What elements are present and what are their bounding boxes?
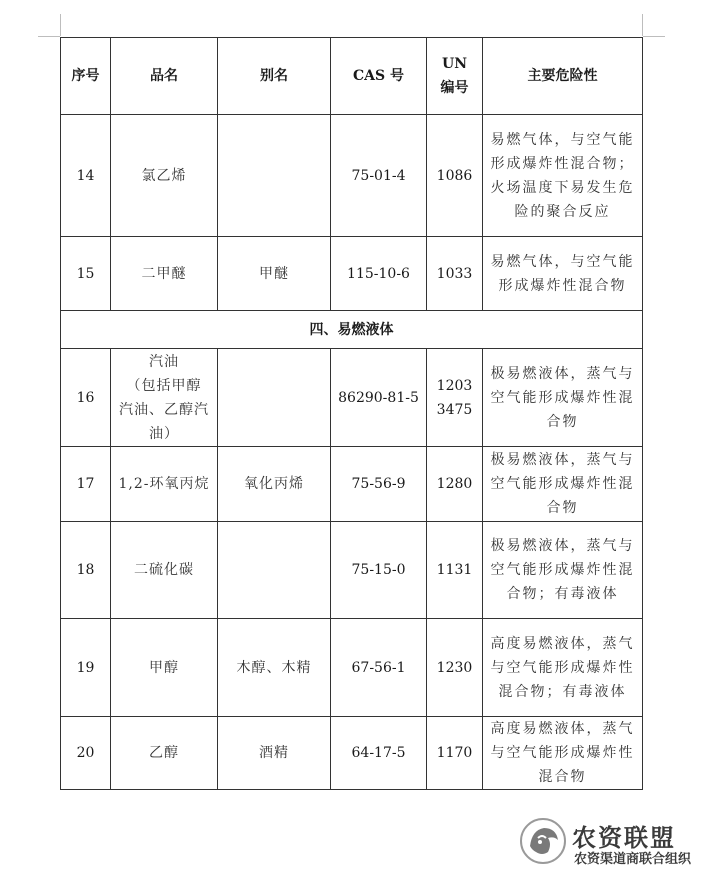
table-row: [61, 237, 643, 311]
hazard-line: 火场温度下易发生危: [490, 179, 635, 196]
cell-un-number: [427, 349, 483, 447]
hazard-line: 空气能形成爆炸性混: [490, 389, 635, 406]
cell-main-hazard: [483, 717, 643, 790]
header-product-name: 品名: [111, 38, 218, 115]
cell-main-hazard: [483, 349, 643, 447]
header-serial-no: 序号: [61, 38, 111, 115]
hazard-line: 险的聚合反应: [514, 203, 611, 220]
hazard-line: 空气能形成爆炸性混: [490, 476, 635, 492]
cell-product-name: 1,2-环氧丙烷: [111, 447, 218, 522]
cell-product-name: 二硫化碳: [111, 522, 218, 619]
table-header-row: [61, 38, 643, 115]
crop-mark-top-right-vertical: [642, 14, 643, 36]
cell-un-number: 1086: [427, 115, 483, 237]
hazard-line: 与空气能形成爆炸性: [490, 659, 635, 676]
cell-cas-no: 115-10-6: [331, 237, 427, 311]
hazard-line: 高度易燃液体，蒸气: [490, 721, 635, 737]
cell-product-name: 甲醇: [111, 619, 218, 717]
cell-main-hazard: [483, 522, 643, 619]
hazard-line: 合物: [546, 500, 579, 516]
hazard-line: 极易燃液体，蒸气与: [490, 365, 635, 382]
watermark-title: 农资联盟: [572, 824, 676, 852]
hazard-line: 易燃气体，与空气能: [490, 131, 635, 148]
table-row: [61, 619, 643, 717]
cell-alias: 木醇、木精: [218, 619, 331, 717]
header-alias: 别名: [218, 38, 331, 115]
cell-alias: 酒精: [218, 717, 331, 790]
hazard-line: 空气能形成爆炸性混: [490, 562, 635, 578]
un-number-line: 3475: [436, 401, 473, 418]
cell-main-hazard: [483, 619, 643, 717]
cell-serial-no: 15: [61, 237, 111, 311]
hazard-line: 混合物；有毒液体: [498, 683, 627, 700]
product-name-line: （包括甲醇: [126, 377, 202, 394]
cell-main-hazard: [483, 447, 643, 522]
watermark-subtitle: 农资渠道商联合组织: [574, 852, 692, 867]
cell-product-name: [111, 349, 218, 447]
hazard-line: 混合物: [538, 769, 587, 785]
un-number-line: 1203: [436, 377, 473, 394]
cell-serial-no: 18: [61, 522, 111, 619]
watermark-logo: [518, 816, 698, 868]
cell-cas-no: 75-01-4: [331, 115, 427, 237]
cell-un-number: 1280: [427, 447, 483, 522]
table-row: [61, 447, 643, 522]
header-main-hazard: 主要危险性: [483, 38, 643, 115]
hazard-line: 与空气能形成爆炸性: [490, 745, 635, 761]
cell-serial-no: 17: [61, 447, 111, 522]
cell-product-name: 二甲醚: [111, 237, 218, 311]
hazard-line: 形成爆炸性混合物；: [490, 155, 635, 172]
table-row: [61, 349, 643, 447]
section-title-flammable-liquids: 四、易燃液体: [61, 311, 643, 349]
cell-alias: 氧化丙烯: [218, 447, 331, 522]
hazardous-chemicals-table: [60, 37, 643, 790]
cell-serial-no: 20: [61, 717, 111, 790]
hazard-line: 极易燃液体，蒸气与: [490, 538, 635, 554]
cell-cas-no: 67-56-1: [331, 619, 427, 717]
cell-cas-no: 75-56-9: [331, 447, 427, 522]
cell-serial-no: 14: [61, 115, 111, 237]
hazard-line: 易燃气体，与空气能: [490, 253, 635, 270]
header-un-number: [427, 38, 483, 115]
hazard-line: 极易燃液体，蒸气与: [490, 452, 635, 468]
cell-un-number: 1230: [427, 619, 483, 717]
header-cas-no: CAS 号: [331, 38, 427, 115]
hazard-line: 高度易燃液体，蒸气: [490, 635, 635, 652]
cell-alias: [218, 522, 331, 619]
cell-un-number: 1170: [427, 717, 483, 790]
table-row: [61, 115, 643, 237]
cell-product-name: 氯乙烯: [111, 115, 218, 237]
cell-un-number: 1131: [427, 522, 483, 619]
cell-product-name: 乙醇: [111, 717, 218, 790]
cell-main-hazard: [483, 237, 643, 311]
cell-cas-no: 86290-81-5: [331, 349, 427, 447]
stylized-animal-head-logo-icon: [518, 816, 568, 866]
cell-serial-no: 16: [61, 349, 111, 447]
cell-cas-no: 75-15-0: [331, 522, 427, 619]
header-un-line1: UN: [441, 56, 467, 72]
cell-alias: 甲醚: [218, 237, 331, 311]
crop-mark-top-right-horizontal: [643, 36, 665, 37]
crop-mark-top-left-horizontal: [38, 36, 60, 37]
product-name-line: 油）: [149, 425, 179, 442]
product-name-line: 汽油、乙醇汽: [119, 401, 209, 418]
cell-cas-no: 64-17-5: [331, 717, 427, 790]
table-row: [61, 717, 643, 790]
hazard-line: 合物: [546, 413, 579, 430]
cell-un-number: 1033: [427, 237, 483, 311]
cell-serial-no: 19: [61, 619, 111, 717]
crop-mark-top-left-vertical: [60, 14, 61, 36]
table-row: [61, 522, 643, 619]
header-un-line2: 编号: [440, 80, 469, 96]
cell-alias: [218, 115, 331, 237]
hazard-line: 合物；有毒液体: [506, 586, 619, 602]
hazard-line: 形成爆炸性混合物: [498, 277, 627, 294]
product-name-line: 汽油: [149, 353, 179, 370]
cell-alias: [218, 349, 331, 447]
cell-main-hazard: [483, 115, 643, 237]
section-row: [61, 311, 643, 349]
